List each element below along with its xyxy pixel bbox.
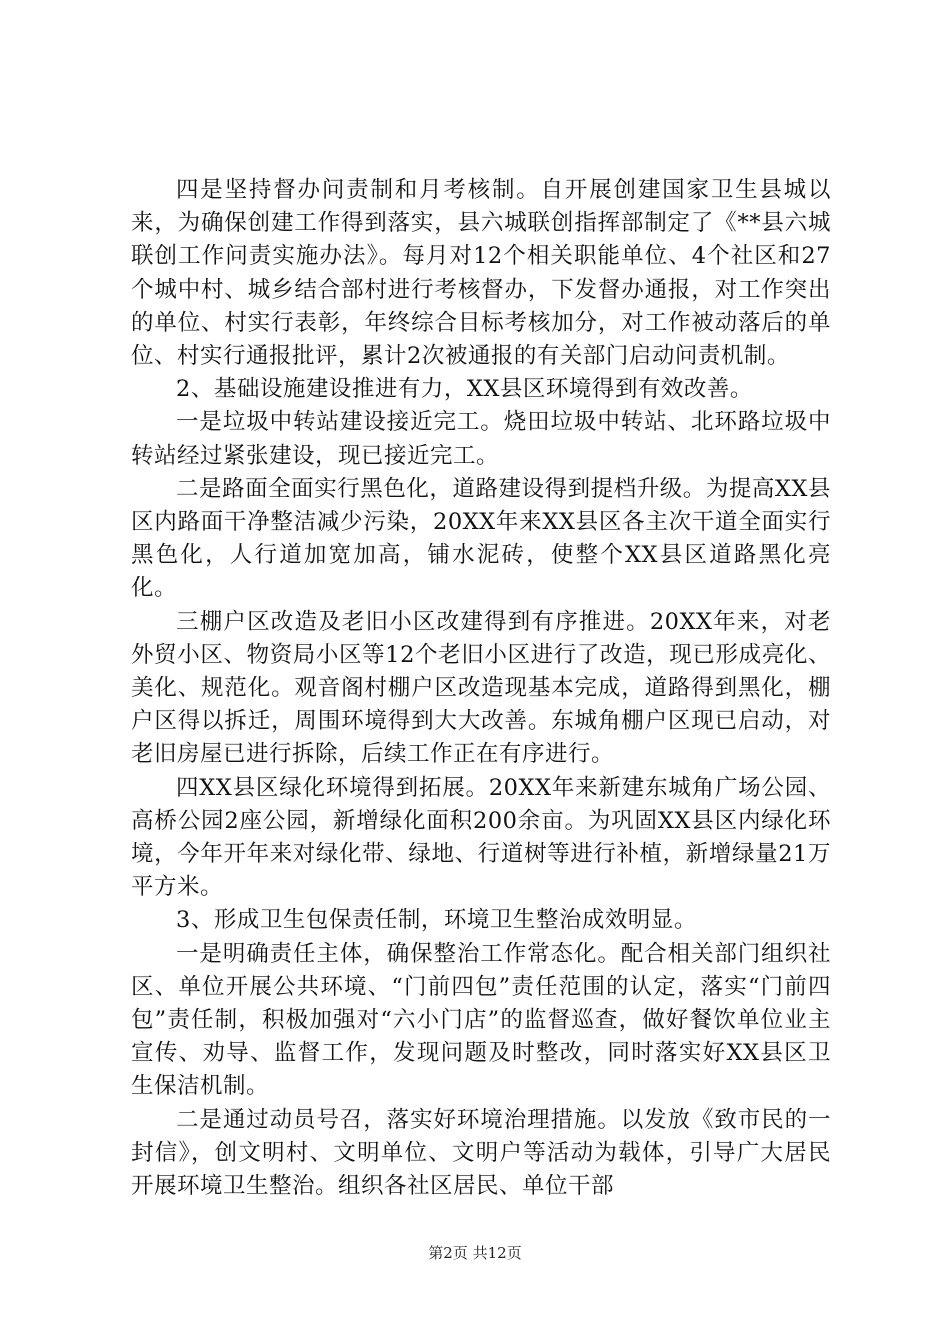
paragraph-road-surface: 二是路面全面实行黑色化，道路建设得到提档升级。为提高XX县区内路面干净整洁减少污染，20XX年来XX县区各主次干道全面实行黑色化，人行道加宽加高，铺水泥砖，使整个XX县区道路黑化亮化。 [131, 475, 831, 602]
body-text [131, 174, 831, 1203]
paragraph-mobilization: 二是通过动员号召，落实好环境治理措施。以发放《致市民的一封信》，创文明村、文明单位、文明户等活动为载体，引导广大居民开展环境卫生整治。组织各社区居民、单位干部 [131, 1106, 831, 1200]
heading-sanitation: 3、形成卫生包保责任制，环境卫生整治成效明显。 [176, 907, 697, 934]
paragraph-supervision: 四是坚持督办问责制和月考核制。自开展创建国家卫生县城以来，为确保创建工作得到落实，县六城联创指挥部制定了《**县六城联创工作问责实施办法》。每月对12个相关职能单位、4个社区和27个城中村、城乡结合部村进行考核督办，下发督办通报，对工作突出的单位、村实行表彰，年终综合目标考核加分，对工作被动落后的单位、村实行通报批评，累计2次被通报的有关部门启动问责机制。 [131, 177, 831, 370]
page-footer: 第2页 共12页 [428, 1244, 522, 1262]
paragraph-shantytown: 三棚户区改造及老旧小区改建得到有序推进。20XX年来，对老外贸小区、物资局小区等12个老旧小区进行了改造，现已形成亮化、美化、规范化。观音阁村棚户区改造现基本完成，道路得到黑化，棚户区得以拆迁，周围环境得到大大改善。东城角棚户区现已启动，对老旧房屋已进行拆除，后续工作正在有序进行。 [131, 608, 831, 768]
paragraph-transfer-station: 一是垃圾中转站建设接近完工。烧田垃圾中转站、北环路垃圾中转站经过紧张建设，现已接近完工。 [131, 409, 831, 469]
paragraph-greening: 四XX县区绿化环境得到拓展。20XX年来新建东城角广场公园、高桥公园2座公园，新增绿化面积200余亩。为巩固XX县区内绿化环境，今年开年来对绿化带、绿地、行道树等进行补植，新增绿量21万平方米。 [131, 774, 831, 901]
heading-infrastructure: 2、基础设施建设推进有力，XX县区环境得到有效改善。 [176, 376, 753, 403]
paragraph-responsibility: 一是明确责任主体，确保整治工作常态化。配合相关部门组织社区、单位开展公共环境、“门前四包”责任范围的认定，落实“门前四包”责任制，积极加强对“六小门店”的监督巡查，做好餐饮单位业主宣传、劝导、监督工作，发现问题及时整改，同时落实好XX县区卫生保洁机制。 [131, 940, 831, 1100]
